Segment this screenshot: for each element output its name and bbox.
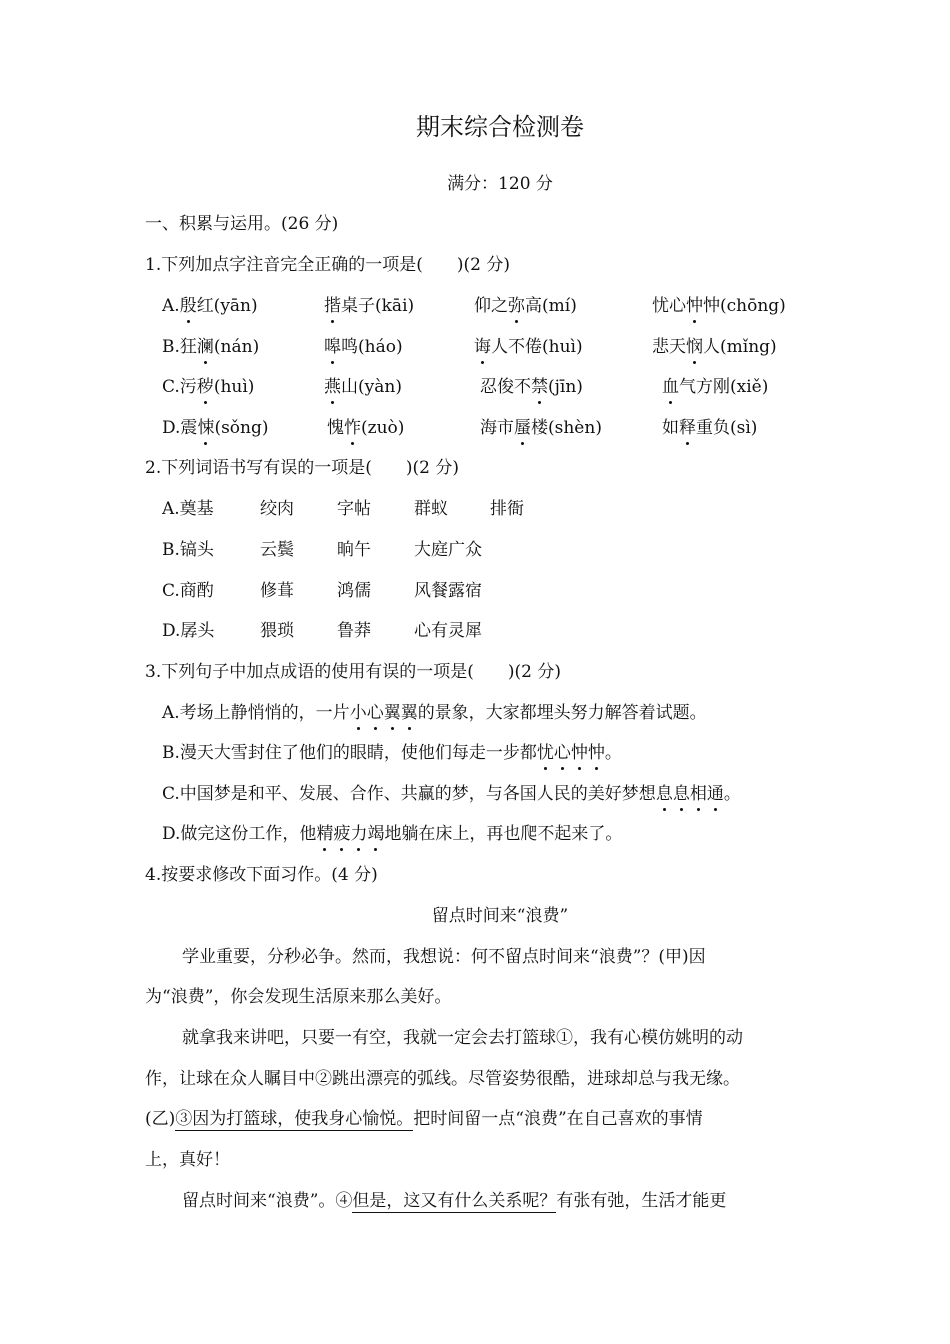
dotted-idiom: 息息相通 (655, 784, 724, 804)
essay-p1-line1: 学业重要，分秒必争。然而，我想说：何不留点时间来“浪费”？(甲)因 (182, 947, 706, 967)
underlined-sentence-4: 但是，这又有什么关系呢？ (352, 1191, 557, 1211)
dotted-idiom: 忧心忡忡 (536, 743, 605, 763)
q3-option-a: A.考场上静悄悄的，一片小心翼翼的景象，大家都埋头努力解答着试题。 (162, 703, 707, 723)
section-heading: 一、积累与运用。(26 分) (145, 214, 339, 234)
dotted-idiom: 小心翼翼 (349, 703, 418, 723)
essay-p2-line1: 就拿我来讲吧，只要一有空，我就一定会去打篮球①，我有心模仿姚明的动 (182, 1028, 743, 1048)
essay-p2-line3: (乙)③因为打篮球，使我身心愉悦。把时间留一点“浪费”在自己喜欢的事情 (145, 1109, 703, 1129)
underlined-sentence-3: ③因为打篮球，使我身心愉悦。 (175, 1109, 414, 1129)
q3-option-c: C.中国梦是和平、发展、合作、共赢的梦，与各国人民的美好梦想息息相通。 (162, 784, 741, 804)
essay-p2-line2: 作，让球在众人瞩目中②跳出漂亮的弧线。尽管姿势很酷，进球却总与我无缘。 (145, 1069, 740, 1089)
q3-option-d: D.做完这份工作，他精疲力竭地躺在床上，再也爬不起来了。 (162, 824, 623, 844)
page-title: 期末综合检测卷 (416, 113, 584, 141)
q3-option-b: B.漫天大雪封住了他们的眼睛，使他们每走一步都忧心忡忡。 (162, 743, 622, 763)
essay-title: 留点时间来“浪费” (431, 906, 569, 926)
full-score: 满分：120 分 (447, 174, 553, 194)
essay-p3-line1: 留点时间来“浪费”。④但是，这又有什么关系呢？有张有弛，生活才能更 (182, 1191, 727, 1211)
dotted-idiom: 精疲力竭 (316, 824, 385, 844)
essay-p2-line4: 上，真好！ (145, 1150, 230, 1170)
essay-p1-line2: 为“浪费”，你会发现生活原来那么美好。 (145, 987, 452, 1007)
question-4-stem: 4.按要求修改下面习作。(4 分) (145, 865, 378, 885)
question-2-stem: 2.下列词语书写有误的一项是( )(2 分) (145, 458, 459, 478)
question-1-stem: 1.下列加点字注音完全正确的一项是( )(2 分) (145, 255, 510, 275)
question-3-stem: 3.下列句子中加点成语的使用有误的一项是( )(2 分) (145, 662, 561, 682)
